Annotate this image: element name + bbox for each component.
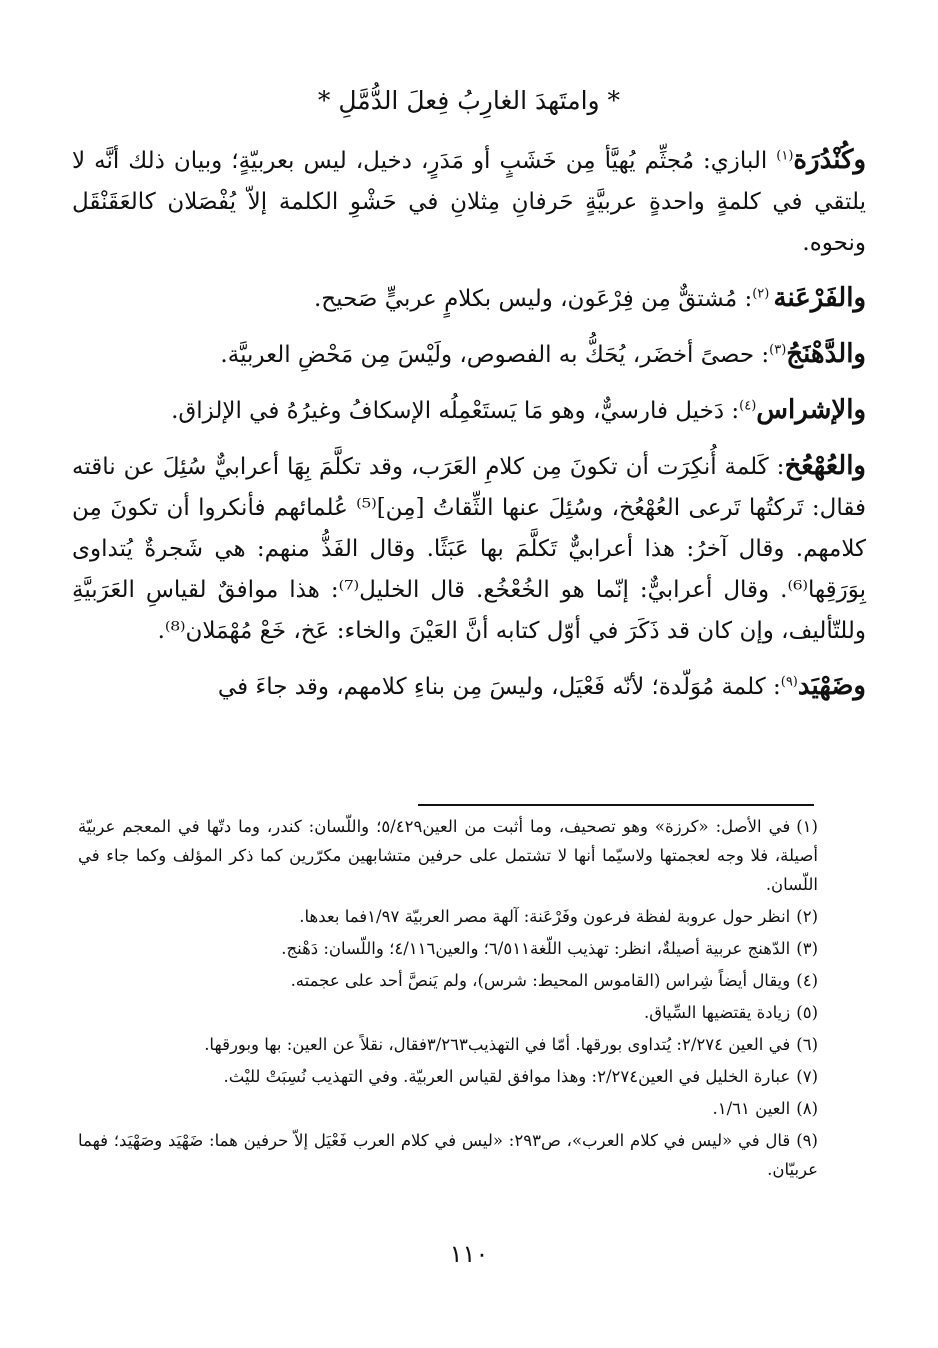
entry-ishras xyxy=(72,390,866,432)
entry-uhukh xyxy=(72,446,866,652)
footnote-text: انظر حول عروبة لفظة فرعون وفَرْعَنة: آلهة مصر العربيّة ١/٩٧فما بعدها. xyxy=(299,907,791,926)
entry-kundura xyxy=(72,140,866,264)
footnote-number: (٧) xyxy=(796,1067,818,1086)
footnote-text: في الأصل: «كرزة» وهو تصحيف، وما أثبت من العين٥/٤٢٩؛ واللّسان: كندر، وما دتّها في المعجم عربيّة أصيلة، فلا وجه لعجمتها ولاسيّما أنها لا تشتمل على حرفين متشابهين مكرّرين كما ذكر المؤلف وكما جاء في اللّسان. xyxy=(78,817,818,894)
footnote-number: (٦) xyxy=(796,1035,818,1054)
footnote xyxy=(78,1030,818,1059)
entry-text: : كَلمة أُنكِرَت أن تكونَ مِن كلامِ العَرَب، وقد تكلَّمَ بِهَا أعرابيٌّ سُئِلَ عن ناقته فقال: تَركتُها تَرعى العُهْعُخ، وسُئِلَ عنها الثِّقاتُ [مِن]⁽⁵⁾ عُلمائهم فأنكروا أن تكونَ مِن كلامهم. وقال آخرُ: هذا أعرابيٌّ تَكلَّمَ بها عَبَثًا. وقال الفَذُّ منهم: هي شَجرةٌ يُتداوى بِوَرَقِها⁽⁶⁾. وقال أعرابيٌّ: إنّما هو الخُعْخُع. قال الخليل⁽⁷⁾: هذا موافقٌ لقياسِ العَرَبيَّةِ وللتّأليف، وإن كان قد ذَكَرَ في أوّل كتابه أنَّ العَيْنَ والخاء: عَخ، خَعْ مُهْمَلان⁽⁸⁾. xyxy=(72,454,866,644)
footnote-number: (٢) xyxy=(796,907,818,926)
footnote-mark: (٩) xyxy=(780,674,798,690)
footnote-number: (٥) xyxy=(796,1003,818,1022)
footnote-text: عبارة الخليل في العين٢/٢٧٤: وهذا موافق لقياس العربيّة. وفي التهذيب نُسِبَتْ لليْث. xyxy=(223,1067,791,1086)
footnote xyxy=(78,1126,818,1184)
headword: وضَهْيَد xyxy=(797,671,866,701)
footnote-mark: (١) xyxy=(776,148,794,164)
footnote-mark: (٢) xyxy=(752,286,774,302)
entry-dahyad xyxy=(72,666,866,708)
footnote-number: (٣) xyxy=(796,939,818,958)
poetic-header: * وامتَهدَ الغارِبُ فِعلَ الدُّمَّلِ * xyxy=(317,86,621,115)
footnote xyxy=(78,1094,818,1123)
entry-text: : مُشتقٌّ مِن فِرْعَون، وليس بكلامٍ عربيٍّ صَحيح. xyxy=(313,286,753,312)
footnote-number: (١) xyxy=(796,817,818,836)
headword: والدَّهْنَجُ xyxy=(786,339,866,369)
footnote-text: العين ١/٦١. xyxy=(712,1099,791,1118)
headword: والإشراس xyxy=(756,395,866,425)
footnotes xyxy=(78,812,818,1187)
footnote xyxy=(78,934,818,963)
footnote-number: (٨) xyxy=(796,1099,818,1118)
footnote-text: في العين ٢/٢٧٤: يُتداوى بورقها. أمّا في التهذيب٣/٢٦٣فقال، نقلاً عن العين: بها وبورقها. xyxy=(204,1035,791,1054)
footnote xyxy=(78,812,818,899)
footnote-mark: (٤) xyxy=(739,398,757,414)
entry-text: : كلمة مُوَلّدة؛ لأنّه فَعْيَل، وليسَ مِن بناءِ كلامهم، وقد جاءَ في xyxy=(217,674,781,700)
entry-text: : دَخيل فارسيٌّ، وهو مَا يَستَعْمِلُه الإسكافُ وغيرُهُ في الإلزاق. xyxy=(171,398,740,424)
footnote-text: ويقال أيضاً شِراس (القاموس المحيط: شرس)، ولم يَنصَّ أحد على عجمته. xyxy=(290,971,791,990)
footnote-mark: (٣) xyxy=(769,342,787,358)
entry-dahnaj xyxy=(72,334,866,376)
footnote xyxy=(78,1062,818,1091)
footnote-number: (٩) xyxy=(796,1131,818,1150)
entry-text: البازي: مُجثِّم يُهيَّأ مِن خَشَبٍ أو مَدَرٍ، دخيل، ليس بعربيّةٍ؛ وبيان ذلك أنَّه لا يلتقي في كلمةٍ واحدةٍ عربيَّةٍ حَرفانِ مِثلانِ في حَشْوِ الكلمة إلاّ يُفْصَلان كالعَقَنْقَل ونحوه. xyxy=(72,148,866,256)
entry-text: : حصىً أخضَر، يُحَكُّ به الفصوص، ولَيْسَ مِن مَحْضِ العربيَّة. xyxy=(220,342,770,368)
footnote-text: زيادة يقتضيها السِّياق. xyxy=(643,1003,791,1022)
footnote-divider xyxy=(418,804,814,806)
footnote xyxy=(78,902,818,931)
headword: والفَرْعَنة xyxy=(773,283,866,313)
footnote xyxy=(78,998,818,1027)
footnote-text: قال في «ليس في كلام العرب»، ص٢٩٣: «ليس في كلام العرب فَعْيَل إلاّ حرفين هما: ضَهْيَد وصَهْيَد؛ فهما عربيّان. xyxy=(78,1131,818,1179)
footnote xyxy=(78,966,818,995)
footnote-text: الدّهنج عربية أصيلةٌ، انظر: تهذيب اللّغة٦/٥١١؛ والعين٤/١١٦؛ واللّسان: دَهْنج. xyxy=(281,939,791,958)
headword: وكُنْدُرَة xyxy=(793,145,866,175)
page-number: ١١٠ xyxy=(449,1240,489,1268)
entry-farana xyxy=(72,278,866,320)
headword: والعُهْعُخ xyxy=(784,451,866,481)
footnote-number: (٤) xyxy=(796,971,818,990)
main-text xyxy=(72,140,866,708)
